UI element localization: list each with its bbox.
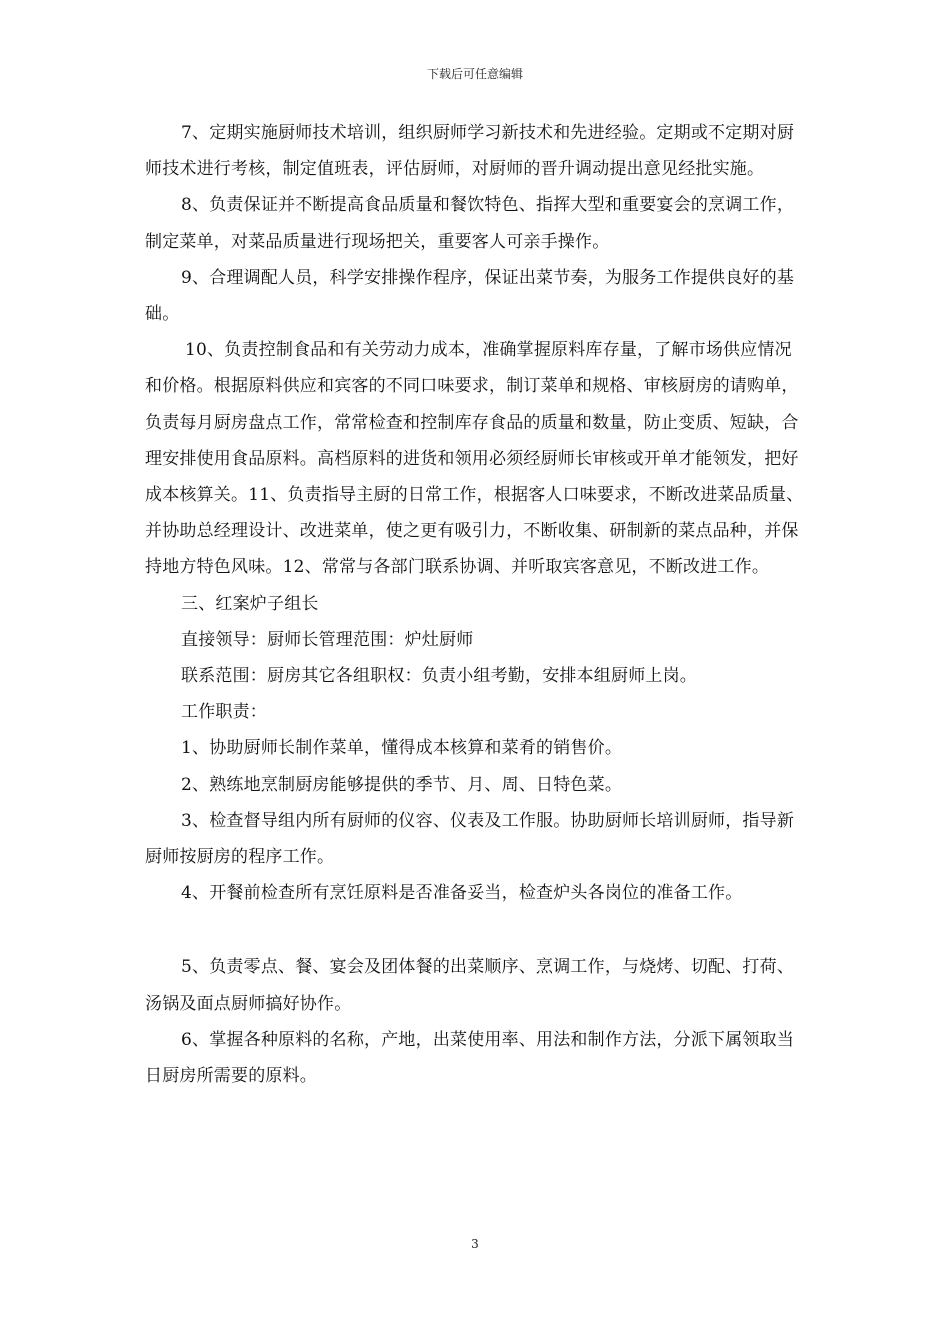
paragraph-item-10-12: 10、负责控制食品和有关劳动力成本，准确掌握原料库存量，了解市场供应情况和价格。根据原料供应和宾客的不同口味要求，制订菜单和规格、审核厨房的请购单，负责每月厨房盘点工作，常常检查和控制库存食品的质量和数量，防止变质、短缺，合理安排使用食品原料。高档原料的进货和领用必须经厨师长审核或开单才能领发，把好成本核算关。11、负责指导主厨的日常工作，根据客人口味要求，不断改进菜品质量、并协助总经理设计、改进菜单，使之更有吸引力，不断收集、研制新的菜点品种，并保持地方特色风味。12、常常与各部门联系协调、并听取宾客意见，不断改进工作。 [145, 340, 804, 578]
duty-item-4: 4、开餐前检查所有烹饪原料是否准备妥当，检查炉头各岗位的准备工作。 [181, 883, 743, 904]
duty-item-3: 3、检查督导组内所有厨师的仪容、仪表及工作服。协助厨师长培训厨师，指导新厨师按厨房的程序工作。 [145, 810, 795, 868]
contact-scope-line: 联系范围：厨房其它各组职权：负责小组考勤，安排本组厨师上岗。 [181, 666, 697, 687]
paragraph-item-8: 8、负责保证并不断提高食品质量和餐饮特色、指挥大型和重要宴会的烹调工作，制定菜单，对菜品质量进行现场把关，重要客人可亲手操作。 [145, 195, 795, 252]
paragraph-spacer [145, 911, 807, 949]
duty-item-6: 6、掌握各种原料的名称，产地，出菜使用率、用法和制作方法，分派下属领取当日厨房所需要的原料。 [145, 1029, 795, 1087]
document-body [145, 115, 807, 1094]
page-header: 下载后可任意编辑 [426, 67, 523, 81]
duty-item-1: 1、协助厨师长制作菜单，懂得成本核算和菜肴的销售价。 [181, 738, 623, 759]
duty-item-5: 5、负责零点、餐、宴会及团体餐的出菜顺序、烹调工作，与烧烤、切配、打荷、汤锅及面点厨师搞好协作。 [145, 957, 795, 1014]
duties-heading: 工作职责： [181, 702, 267, 723]
section-heading: 三、红案炉子组长 [181, 593, 319, 614]
paragraph-item-9: 9、合理调配人员，科学安排操作程序，保证出菜节奏，为服务工作提供良好的基础。 [145, 267, 795, 325]
duty-item-2: 2、熟练地烹制厨房能够提供的季节、月、周、日特色菜。 [181, 774, 623, 795]
direct-leadership-line: 直接领导：厨师长管理范围：炉灶厨师 [181, 629, 474, 650]
paragraph-item-7: 7、定期实施厨师技术培训，组织厨师学习新技术和先进经验。定期或不定期对厨师技术进行考核，制定值班表，评估厨师，对厨师的晋升调动提出意见经批实施。 [145, 123, 795, 180]
page-number: 3 [471, 1237, 479, 1251]
